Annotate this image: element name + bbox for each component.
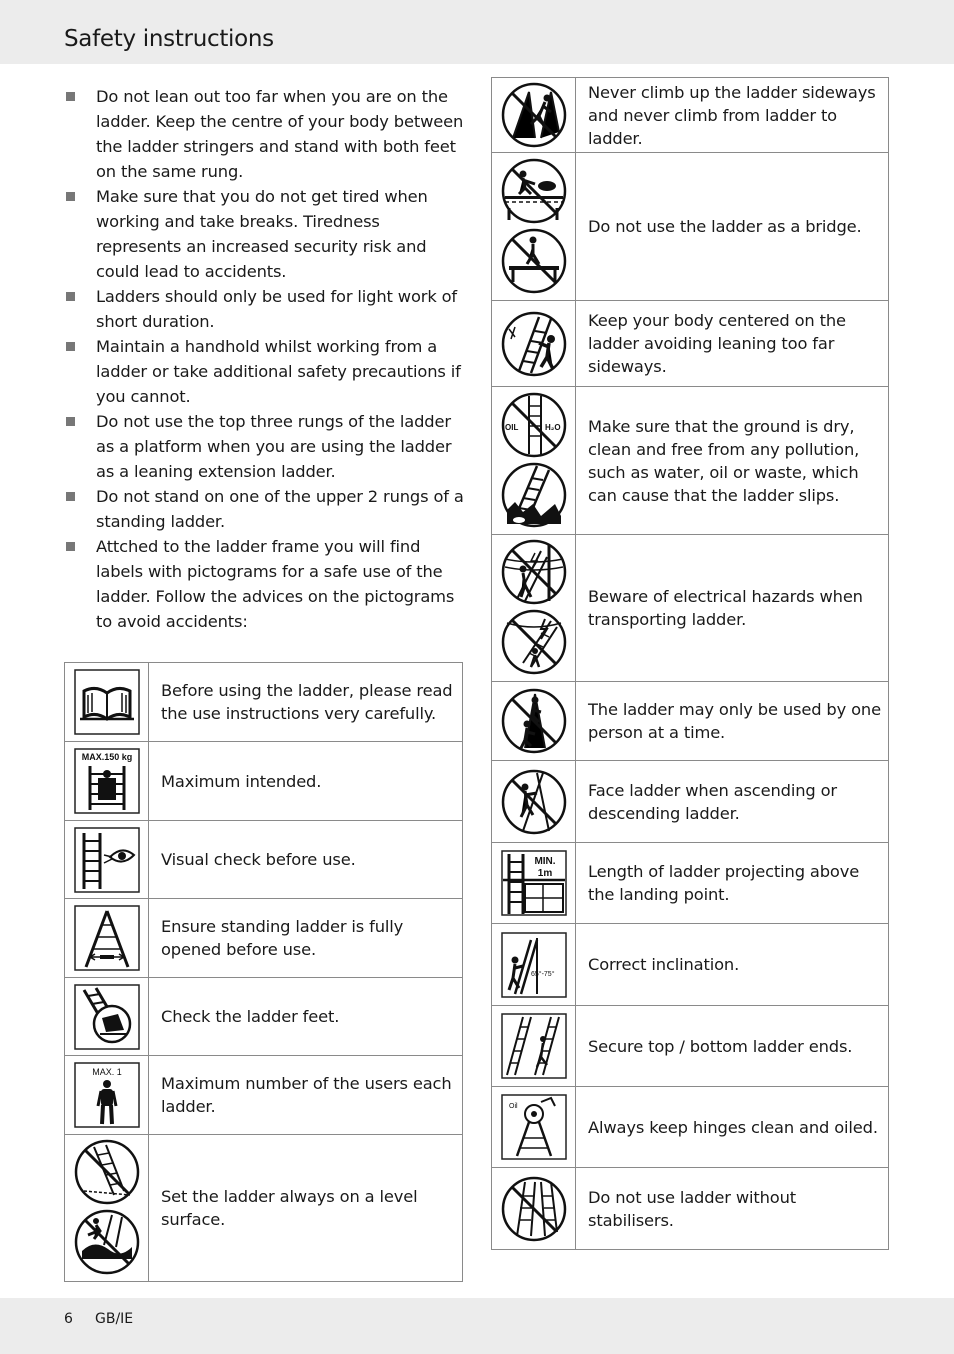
bullet-item: Do not stand on one of the upper 2 rungs of a standing ladder. [64,484,464,534]
inclination-icon [501,932,567,998]
no-stabilisers-icon [501,1176,567,1242]
table-row [492,387,889,535]
pictogram-cell [65,899,149,978]
table-row [492,1087,889,1168]
secure-ends-icon [501,1013,567,1079]
pictogram-cell [65,1135,149,1282]
oil-label: OIL [504,422,518,432]
max-users-icon [74,1062,140,1128]
pictogram-cell [492,843,576,924]
table-row [65,978,463,1056]
table-row [492,761,889,843]
left-pictogram-table [64,662,463,1282]
pictogram-text: Visual check before use. [149,821,463,899]
visual-check-icon [74,827,140,893]
pictogram-text: Check the ladder feet. [149,978,463,1056]
table-row [65,899,463,978]
table-row [492,682,889,761]
pictogram-text: Ensure standing ladder is fully opened before use. [149,899,463,978]
bullet-item: Do not use the top three rungs of the ladder as a platform when you are using the ladder as a leaning extension ladder. [64,409,464,484]
table-row [65,742,463,821]
pictogram-cell [492,682,576,761]
safety-bullet-list [64,84,464,634]
pictogram-cell [65,663,149,742]
electrical-hazard-icon [501,539,567,677]
pictogram-cell [492,1087,576,1168]
bullet-item: Attched to the ladder frame you will find labels with pictograms for a safe use of the ladder. Follow the advices on the pictograms to avoid accidents: [64,534,464,634]
table-row [65,1135,463,1282]
bullet-square-icon [66,542,75,551]
pictogram-text: The ladder may only be used by one person at a time. [576,682,889,761]
table-row [492,924,889,1006]
book-icon [74,669,140,735]
bullet-square-icon [66,92,75,101]
table-row [492,78,889,153]
one-person-icon [501,688,567,754]
page-title: Safety instructions [64,26,274,52]
body-centered-icon [501,311,567,377]
pictogram-cell [492,761,576,843]
pictogram-cell [65,978,149,1056]
pictogram-cell [492,924,576,1006]
table-row [492,153,889,301]
pictogram-cell [65,821,149,899]
pictogram-text: Length of ladder projecting above the landing point. [576,843,889,924]
face-ladder-icon [501,769,567,835]
pictogram-cell [492,301,576,387]
max-users-label: MAX. 1 [91,1067,122,1077]
pictogram-text: Before using the ladder, please read the use instructions very carefully. [149,663,463,742]
table-row [492,301,889,387]
max-load-icon [74,748,140,814]
max-load-label: MAX.150 kg [81,752,132,762]
table-row [65,663,463,742]
pictogram-text: Always keep hinges clean and oiled. [576,1087,889,1168]
level-surface-icon [74,1139,140,1277]
table-row [492,1168,889,1250]
length-label: 1m [537,868,552,879]
pictogram-cell [65,742,149,821]
no-bridge-icon [501,158,567,296]
language-code: GB/IE [95,1311,134,1327]
right-pictogram-table [491,77,889,1250]
bullet-item: Do not lean out too far when you are on the ladder. Keep the centre of your body between the ladder stringers and stand with both feet on the same rung. [64,84,464,184]
pictogram-text: Do not use the ladder as a bridge. [576,153,889,301]
pictogram-text: Set the ladder always on a level surface. [149,1135,463,1282]
pictogram-cell [492,153,576,301]
bullet-square-icon [66,417,75,426]
table-row [65,821,463,899]
table-row [492,843,889,924]
pictogram-text: Secure top / bottom ladder ends. [576,1006,889,1087]
pictogram-text: Never climb up the ladder sideways and never climb from ladder to ladder. [576,78,889,153]
bullet-square-icon [66,192,75,201]
pictogram-cell [492,535,576,682]
pictogram-text: Face ladder when ascending or descending ladder. [576,761,889,843]
min-label: MIN. [533,856,556,867]
pictogram-text: Beware of electrical hazards when transporting ladder. [576,535,889,682]
pictogram-text: Maximum intended. [149,742,463,821]
page-number: 6 [64,1311,73,1327]
table-row [492,535,889,682]
pictogram-cell [65,1056,149,1135]
table-row [65,1056,463,1135]
bullet-item: Make sure that you do not get tired when working and take breaks. Tiredness represents an increased security risk and could lead to accidents. [64,184,464,284]
pictogram-text: Make sure that the ground is dry, clean and free from any pollution, such as water, oil or waste, which can cause that the ladder slips. [576,387,889,535]
pictogram-cell [492,387,576,535]
pictogram-text: Maximum number of the users each ladder. [149,1056,463,1135]
hinges-oil-icon [501,1094,567,1160]
pictogram-cell [492,78,576,153]
bullet-square-icon [66,342,75,351]
pictogram-text: Keep your body centered on the ladder avoiding leaning too far sideways. [576,301,889,387]
ladder-feet-icon [74,984,140,1050]
bullet-item: Maintain a handhold whilst working from a ladder or take additional safety precautions if you cannot. [64,334,464,409]
table-row [492,1006,889,1087]
water-label: H₂O [544,422,561,432]
clean-ground-icon [501,392,567,530]
open-ladder-icon [74,905,140,971]
pictogram-text: Do not use ladder without stabilisers. [576,1168,889,1250]
oil-label: Oil [508,1103,518,1110]
bullet-item: Ladders should only be used for light work of short duration. [64,284,464,334]
footer-band [0,1298,954,1354]
bullet-square-icon [66,292,75,301]
no-sideways-icon [501,82,567,148]
projection-length-icon [501,850,567,916]
angle-label: 65°-75° [530,970,555,978]
pictogram-cell [492,1006,576,1087]
bullet-square-icon [66,492,75,501]
pictogram-text: Correct inclination. [576,924,889,1006]
pictogram-cell [492,1168,576,1250]
